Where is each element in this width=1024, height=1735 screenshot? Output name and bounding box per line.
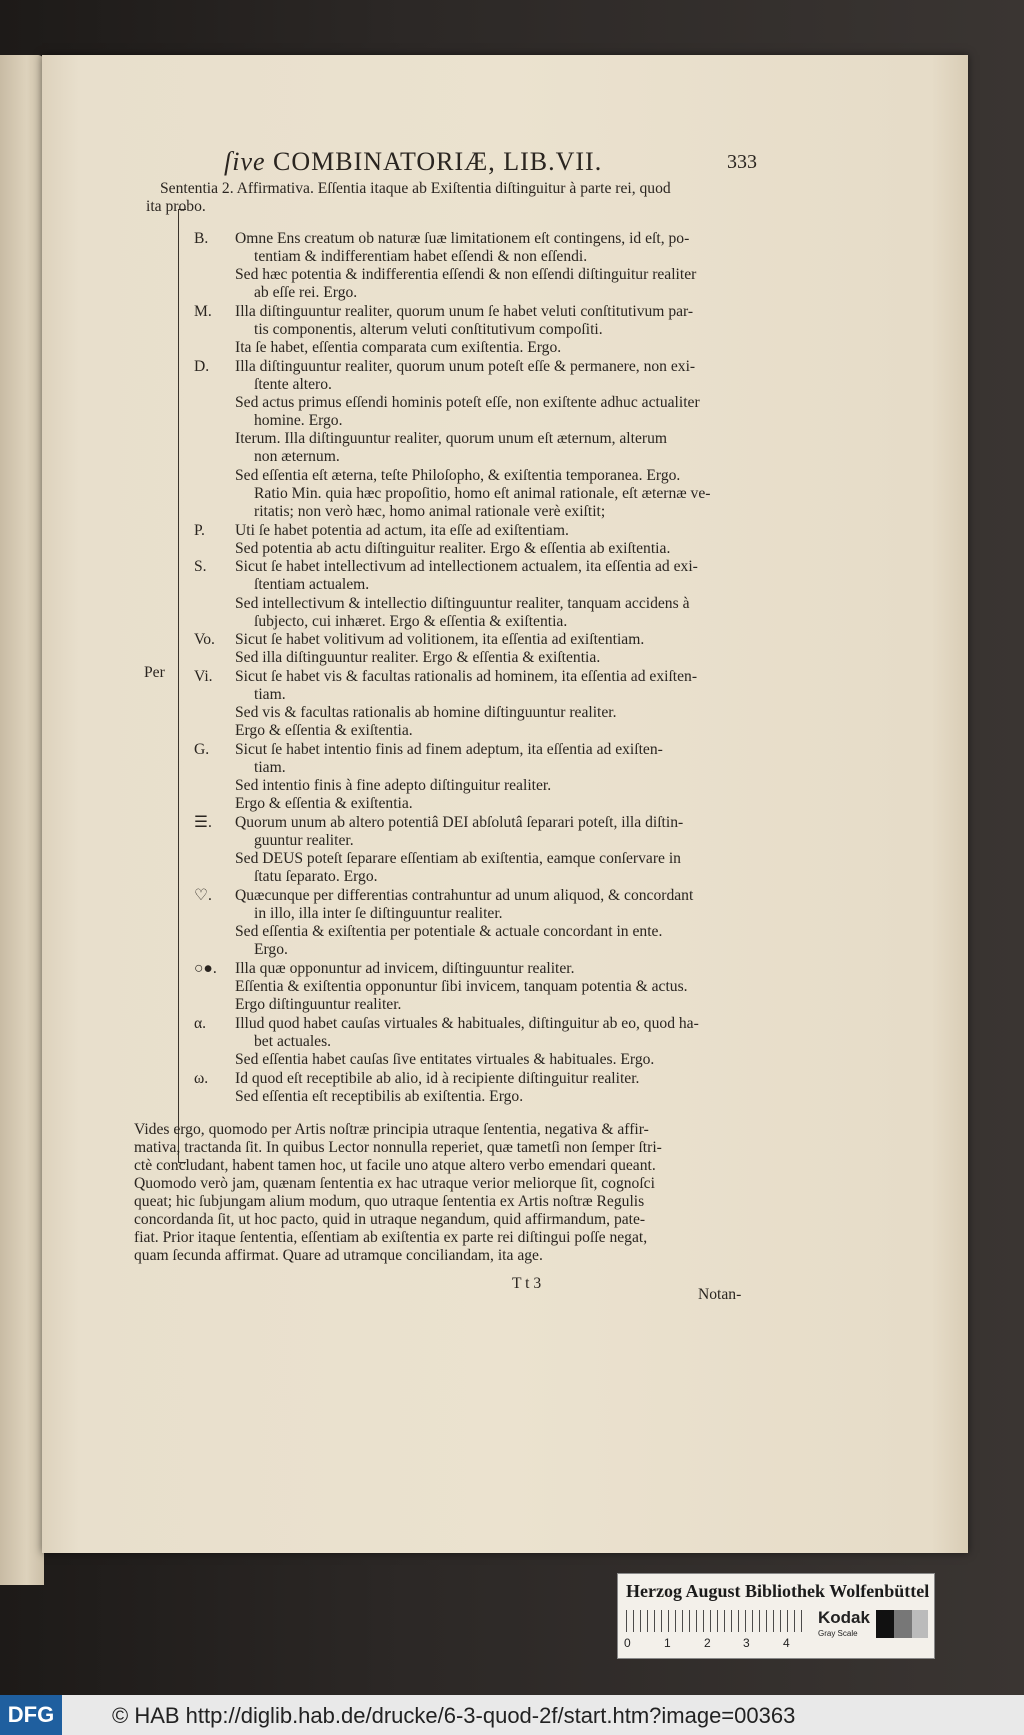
text-line: Id quod eſt receptibile ab alio, id à recipiente diſtinguitur realiter. xyxy=(235,1070,640,1087)
gray-swatch-black xyxy=(876,1610,894,1638)
text-line: Ergo & eſſentia & exiſtentia. xyxy=(235,722,413,739)
text-line: Quæcunque per differentias contrahuntur ad unum aliquod, & concordant xyxy=(235,887,694,904)
text-line: Sed intellectivum & intellectio diſtinguuntur realiter, tanquam accidens à xyxy=(235,595,690,612)
text-line: ſtente altero. xyxy=(254,376,332,393)
text-line: concordanda ſit, ut hoc pacto, quid in utraque negandum, quid affirmandum, pate- xyxy=(134,1211,646,1228)
gray-swatch-light xyxy=(912,1610,928,1638)
text-line: ab eſſe rei. Ergo. xyxy=(254,284,358,301)
argument-marker: α. xyxy=(194,1015,207,1032)
text-line: Illa diſtinguuntur realiter, quorum unum ſe habet veluti conſtitutivum par- xyxy=(235,303,694,320)
ruler-scale xyxy=(626,1610,808,1632)
library-color-card xyxy=(617,1573,935,1659)
text-line: tentiam & indifferentiam habet eſſendi & non eſſendi. xyxy=(254,248,588,265)
text-line: Sed eſſentia eſt receptibilis ab exiſtentia. Ergo. xyxy=(235,1088,524,1105)
text-line: tiam. xyxy=(254,759,286,776)
signature-mark: T t 3 xyxy=(512,1275,542,1292)
text-line: Sed actus primus eſſendi hominis poteſt eſſe, non exiſtente adhuc actualiter xyxy=(235,394,700,411)
text-line: Uti ſe habet potentia ad actum, ita eſſe ad exiſtentiam. xyxy=(235,522,569,539)
text-line: Illud quod habet cauſas virtuales & habituales, diſtinguitur ab eo, quod ha- xyxy=(235,1015,699,1032)
argument-marker: D. xyxy=(194,358,210,375)
text-line: Sed eſſentia habet cauſas ſive entitates virtuales & habituales. Ergo. xyxy=(235,1051,655,1068)
text-line: in illo, illa inter ſe diſtinguuntur realiter. xyxy=(254,905,503,922)
facing-page-edge xyxy=(0,55,44,1585)
text-line: Sed DEUS poteſt ſeparare eſſentiam ab exiſtentia, eamque conſervare in xyxy=(235,850,681,867)
text-line: Eſſentia & exiſtentia opponuntur ſibi invicem, tanquam potentia & actus. xyxy=(235,978,688,995)
text-line: Sicut ſe habet volitivum ad volitionem, ita eſſentia ad exiſtentiam. xyxy=(235,631,645,648)
text-line: tiam. xyxy=(254,686,286,703)
text-line: ſtatu ſeparato. Ergo. xyxy=(254,868,378,885)
text-line: quam ſecunda affirmat. Quare ad utramque conciliandam, ita age. xyxy=(134,1247,543,1264)
dfg-logo: DFG xyxy=(0,1695,62,1735)
text-line: homine. Ergo. xyxy=(254,412,343,429)
ruler-number: 1 xyxy=(664,1636,671,1650)
text-line: Ergo. xyxy=(254,941,288,958)
argument-marker: S. xyxy=(194,558,207,575)
text-line: Sed vis & facultas rationalis ab homine diſtinguuntur realiter. xyxy=(235,704,617,721)
text-line: Quomodo verò jam, quænam ſententia ex hac utraque verior meliorque ſit, cognoſci xyxy=(134,1175,655,1192)
catchword: Notan- xyxy=(698,1286,742,1303)
running-title-text: COMBINATORIÆ, LIB.VII. xyxy=(273,147,603,176)
argument-marker: M. xyxy=(194,303,212,320)
text-line: Omne Ens creatum ob naturæ ſuæ limitationem eſt contingens, id eſt, po- xyxy=(235,230,690,247)
kodak-logo: Kodak xyxy=(818,1608,870,1627)
text-line: Sed illa diſtinguuntur realiter. Ergo & eſſentia & exiſtentia. xyxy=(235,649,601,666)
ruler-number: 0 xyxy=(624,1636,631,1650)
argument-marker: B. xyxy=(194,230,209,247)
text-line: Sed potentia ab actu diſtinguitur realiter. Ergo & eſſentia ab exiſtentia. xyxy=(235,540,671,557)
text-line: ctè concludant, habent tamen hoc, ut facile uno atque altero verbo emendari queant. xyxy=(134,1157,656,1174)
text-line: Sed eſſentia & exiſtentia per potentiale & actuale concordant in ente. xyxy=(235,923,663,940)
credit-link[interactable]: © HAB http://diglib.hab.de/drucke/6-3-quod-2f/start.htm?image=00363 xyxy=(112,1703,796,1728)
page-number: 333 xyxy=(727,151,757,173)
argument-marker: ☰. xyxy=(194,814,212,831)
argument-marker: Vi. xyxy=(194,668,213,685)
gray-swatch-mid xyxy=(894,1610,912,1638)
text-line: Illa quæ opponuntur ad invicem, diſtinguuntur realiter. xyxy=(235,960,575,977)
book-page xyxy=(42,55,968,1553)
argument-marker: ω. xyxy=(194,1070,209,1087)
text-line: Ratio Min. quia hæc propoſitio, homo eſt animal rationale, eſt æternæ ve- xyxy=(254,485,711,502)
text-line: Sententia 2. Affirmativa. Eſſentia itaque ab Exiſtentia diſtinguitur à parte rei, quod xyxy=(160,180,671,197)
text-line: Illa diſtinguuntur realiter, quorum unum poteſt eſſe & permanere, non exi- xyxy=(235,358,696,375)
text-line: Sed hæc potentia & indifferentia eſſendi & non eſſendi diſtinguitur realiter xyxy=(235,266,697,283)
running-title xyxy=(224,147,602,177)
running-title-italic: ſive xyxy=(224,147,266,176)
text-line: Sicut ſe habet vis & facultas rationalis ad hominem, ita eſſentia ad exiſten- xyxy=(235,668,698,685)
text-line: Ita ſe habet, eſſentia comparata cum exiſtentia. Ergo. xyxy=(235,339,562,356)
text-line: non æternum. xyxy=(254,448,340,465)
ruler-number: 3 xyxy=(743,1636,750,1650)
library-name: Herzog August Bibliothek Wolfenbüttel xyxy=(626,1581,930,1601)
argument-marker: G. xyxy=(194,741,210,758)
text-line: Vides ergo, quomodo per Artis noſtræ principia utraque ſententia, negativa & affir- xyxy=(134,1121,649,1138)
text-line: ſubjecto, cui inhæret. Ergo & eſſentia & exiſtentia. xyxy=(254,613,568,630)
argument-marker: ○●. xyxy=(194,960,217,977)
text-line: Sicut ſe habet intentio finis ad finem adeptum, ita eſſentia ad exiſten- xyxy=(235,741,663,758)
text-line: ritatis; non verò hæc, homo animal rationale verè exiſtit; xyxy=(254,503,606,520)
text-line: Ergo diſtinguuntur realiter. xyxy=(235,996,402,1013)
text-line: guuntur realiter. xyxy=(254,832,354,849)
text-line: Sed intentio finis à fine adepto diſtinguitur realiter. xyxy=(235,777,552,794)
argument-marker: ♡. xyxy=(194,887,212,904)
argument-marker: Vo. xyxy=(194,631,215,648)
text-line: tis componentis, alterum veluti conſtitutivum compoſiti. xyxy=(254,321,603,338)
text-line: Ergo & eſſentia & exiſtentia. xyxy=(235,795,413,812)
running-head xyxy=(42,147,968,181)
ruler-number: 2 xyxy=(704,1636,711,1650)
text-line: queat; hic ſubjungam alium modum, quo utraque ſententia ex Artis noſtræ Regulis xyxy=(134,1193,645,1210)
ruler-number: 4 xyxy=(783,1636,790,1650)
text-line: ſtentiam actualem. xyxy=(254,576,370,593)
viewer-footer xyxy=(0,1695,1024,1735)
text-line: Quorum unum ab altero potentiâ DEI abſolutâ ſeparari poteſt, illa diſtin- xyxy=(235,814,684,831)
text-line: ita probo. xyxy=(146,198,206,215)
text-line: mativa, tractanda ſit. In quibus Lector nonnulla reperiet, quæ tametſi non ſemper ſtri- xyxy=(134,1139,662,1156)
text-line: Sicut ſe habet intellectivum ad intellectionem actualem, ita eſſentia ad exi- xyxy=(235,558,698,575)
brace-line xyxy=(178,209,179,1163)
per-label: Per xyxy=(144,664,165,681)
argument-marker: P. xyxy=(194,522,205,539)
text-line: Sed eſſentia eſt æterna, teſte Philoſopho, & exiſtentia temporanea. Ergo. xyxy=(235,467,681,484)
text-line: Iterum. Illa diſtinguuntur realiter, quorum unum eſt æternum, alterum xyxy=(235,430,667,447)
gray-scale-label: Gray Scale xyxy=(818,1629,858,1638)
text-line: bet actuales. xyxy=(254,1033,332,1050)
text-line: fiat. Prior itaque ſententia, eſſentiam ab exiſtentia ex parte rei diſtingui poſſe negat, xyxy=(134,1229,648,1246)
